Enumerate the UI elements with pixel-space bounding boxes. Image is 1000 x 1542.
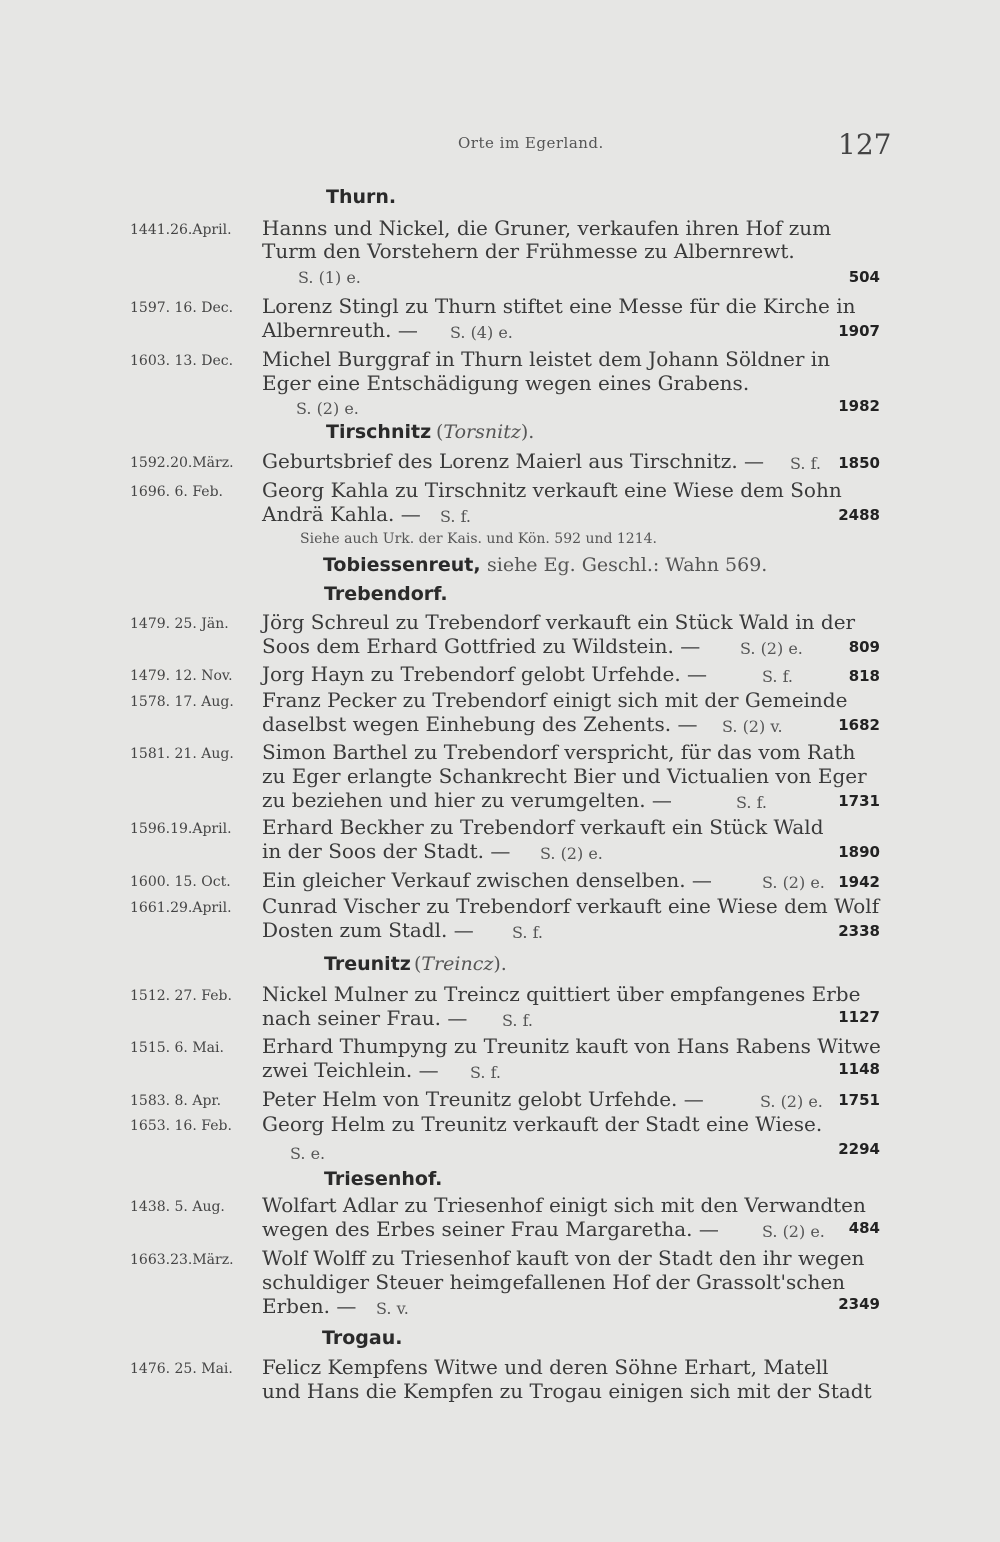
- section-title: Tobiessenreut,: [323, 554, 481, 576]
- entry-number: 1682: [838, 716, 880, 734]
- entry-date: 1661.29.April.: [130, 900, 232, 916]
- entry-line: Jorg Hayn zu Trebendorf gelobt Urfehde. —: [262, 662, 708, 686]
- entry-source: S. (2) e.: [760, 1092, 823, 1111]
- entry-date: 1596.19.April.: [130, 821, 232, 837]
- entry-source: S. (2) v.: [722, 717, 783, 736]
- section-note-text: Torsnitz: [443, 421, 521, 443]
- entry-number: 2488: [838, 506, 880, 524]
- entry-date: 1653. 16. Feb.: [130, 1118, 232, 1134]
- entry-number: 809: [848, 638, 880, 656]
- entry-line: Simon Barthel zu Trebendorf verspricht, für das vom Rath: [262, 740, 856, 764]
- section-title: Tirschnitz: [326, 421, 432, 443]
- entry-date: 1603. 13. Dec.: [130, 353, 234, 369]
- entry-source: S. f.: [440, 507, 471, 526]
- entry-line: Turm den Vorstehern der Frühmesse zu Albernrewt.: [262, 239, 795, 263]
- entry-number: 1127: [838, 1008, 880, 1026]
- entry-date: 1512. 27. Feb.: [130, 988, 232, 1004]
- entry-line: Felicz Kempfens Witwe und deren Söhne Erhart, Matell: [262, 1355, 829, 1379]
- entry-line: Lorenz Stingl zu Thurn stiftet eine Messe für die Kirche in: [262, 294, 856, 318]
- see-also-note: Siehe auch Urk. der Kais. und Kön. 592 und 1214.: [300, 531, 657, 547]
- entry-date: 1578. 17. Aug.: [130, 694, 234, 710]
- section-title: Trogau.: [322, 1327, 403, 1349]
- entry-date: 1597. 16. Dec.: [130, 300, 234, 316]
- entry-line: schuldiger Steuer heimgefallenen Hof der Grassolt'schen: [262, 1270, 846, 1294]
- entry-date: 1515. 6. Mai.: [130, 1040, 224, 1056]
- section-note-text: Treincz: [421, 953, 494, 975]
- entry-line: Erhard Beckher zu Trebendorf verkauft ein Stück Wald: [262, 815, 824, 839]
- entry-line: Geburtsbrief des Lorenz Maierl aus Tirschnitz. —: [262, 449, 765, 473]
- entry-number: 1148: [838, 1060, 880, 1078]
- entry-line: Eger eine Entschädigung wegen eines Grabens.: [262, 371, 750, 395]
- entry-date: 1600. 15. Oct.: [130, 874, 231, 890]
- entry-line: und Hans die Kempfen zu Trogau einigen sich mit der Stadt: [262, 1379, 872, 1403]
- entry-line: Dosten zum Stadl. —: [262, 918, 474, 942]
- entry-line: Michel Burggraf in Thurn leistet dem Johann Söldner in: [262, 347, 831, 371]
- entry-date: 1583. 8. Apr.: [130, 1093, 222, 1109]
- entry-source: S. v.: [376, 1299, 409, 1318]
- entry-line: Ein gleicher Verkauf zwischen denselben. —: [262, 868, 712, 892]
- entry-source: S. (2) e.: [740, 639, 803, 658]
- entry-number: 484: [848, 1219, 880, 1237]
- entry-source: S. (1) e.: [298, 268, 361, 287]
- entry-number: 2349: [838, 1295, 880, 1313]
- entry-date: 1479. 25. Jän.: [130, 616, 229, 632]
- section-note: (Torsnitz).: [436, 421, 535, 443]
- entry-source: S. f.: [736, 793, 767, 812]
- entry-line: zwei Teichlein. —: [262, 1058, 439, 1082]
- entry-date: 1581. 21. Aug.: [130, 746, 234, 762]
- entry-line: Wolfart Adlar zu Triesenhof einigt sich mit den Verwandten: [262, 1193, 866, 1217]
- entry-number: 1751: [838, 1091, 880, 1109]
- entry-line: Andrä Kahla. —: [262, 502, 421, 526]
- entry-number: 1942: [838, 873, 880, 891]
- entry-source: S. e.: [290, 1144, 326, 1163]
- entry-date: 1476. 25. Mai.: [130, 1361, 233, 1377]
- running-title: Orte im Egerland.: [458, 134, 604, 152]
- entry-line: Jörg Schreul zu Trebendorf verkauft ein Stück Wald in der: [262, 610, 856, 634]
- section-title: Triesenhof.: [324, 1168, 443, 1190]
- entry-line: Franz Pecker zu Trebendorf einigt sich mit der Gemeinde: [262, 688, 848, 712]
- entry-line: Georg Kahla zu Tirschnitz verkauft eine Wiese dem Sohn: [262, 478, 842, 502]
- entry-source: S. f.: [470, 1063, 501, 1082]
- entry-number: 1731: [838, 792, 880, 810]
- entry-line: Soos dem Erhard Gottfried zu Wildstein. —: [262, 634, 701, 658]
- entry-line: Cunrad Vischer zu Trebendorf verkauft eine Wiese dem Wolf: [262, 894, 880, 918]
- entry-line: Albernreuth. —: [262, 318, 418, 342]
- entry-line: daselbst wegen Einhebung des Zehents. —: [262, 712, 698, 736]
- entry-date: 1696. 6. Feb.: [130, 484, 223, 500]
- section-note: (Treincz).: [414, 953, 507, 975]
- entry-line: zu beziehen und hier zu verumgelten. —: [262, 788, 672, 812]
- entry-line: nach seiner Frau. —: [262, 1006, 468, 1030]
- section-title: Thurn.: [326, 186, 397, 208]
- entry-number: 1850: [838, 454, 880, 472]
- section-title: Trebendorf.: [324, 583, 448, 605]
- entry-source: S. f.: [502, 1011, 533, 1030]
- entry-line: Hanns und Nickel, die Gruner, verkaufen ihren Hof zum: [262, 216, 832, 240]
- entry-line: Erben. —: [262, 1294, 357, 1318]
- entry-number: 1907: [838, 322, 880, 340]
- entry-date: 1592.20.März.: [130, 455, 234, 471]
- entry-source: S. f.: [512, 923, 543, 942]
- entry-line: wegen des Erbes seiner Frau Margaretha. —: [262, 1217, 719, 1241]
- entry-source: S. f.: [790, 454, 821, 473]
- entry-number: 2294: [838, 1140, 880, 1158]
- entry-line: zu Eger erlangte Schankrecht Bier und Victualien von Eger: [262, 764, 867, 788]
- entry-date: 1479. 12. Nov.: [130, 668, 233, 684]
- entry-date: 1438. 5. Aug.: [130, 1199, 225, 1215]
- entry-date: 1663.23.März.: [130, 1252, 234, 1268]
- entry-source: S. (4) e.: [450, 323, 513, 342]
- entry-source: S. (2) e.: [762, 873, 825, 892]
- entry-number: 818: [848, 667, 880, 685]
- entry-source: S. (2) e.: [296, 399, 359, 418]
- entry-number: 1890: [838, 843, 880, 861]
- entry-line: Georg Helm zu Treunitz verkauft der Stadt eine Wiese.: [262, 1112, 823, 1136]
- entry-line: Nickel Mulner zu Treincz quittiert über empfangenes Erbe: [262, 982, 861, 1006]
- entry-source: S. (2) e.: [540, 844, 603, 863]
- entry-number: 2338: [838, 922, 880, 940]
- entry-source: S. f.: [762, 667, 793, 686]
- entry-line: in der Soos der Stadt. —: [262, 839, 511, 863]
- entry-line: Erhard Thumpyng zu Treunitz kauft von Hans Rabens Witwe: [262, 1034, 881, 1058]
- see-reference: siehe Eg. Geschl.: Wahn 569.: [487, 554, 768, 576]
- entry-line: Peter Helm von Treunitz gelobt Urfehde. —: [262, 1087, 704, 1111]
- section-title: Treunitz: [324, 953, 411, 975]
- entry-date: 1441.26.April.: [130, 222, 232, 238]
- page-number: 127: [838, 128, 892, 161]
- entry-line: Wolf Wolff zu Triesenhof kauft von der Stadt den ihr wegen: [262, 1246, 865, 1270]
- entry-number: 504: [848, 268, 880, 286]
- entry-source: S. (2) e.: [762, 1222, 825, 1241]
- entry-number: 1982: [838, 397, 880, 415]
